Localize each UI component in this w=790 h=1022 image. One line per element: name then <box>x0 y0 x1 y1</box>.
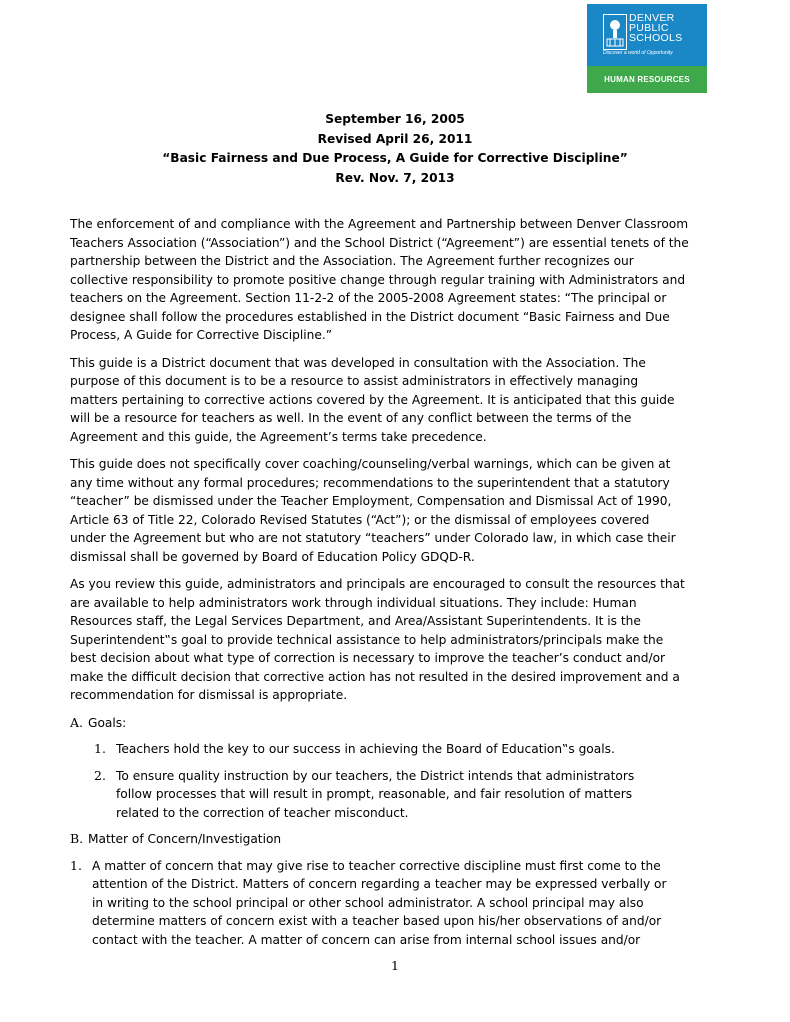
text-line: collective responsibility to promote positive change through regular training with Administrators and <box>70 272 686 287</box>
text-line: will be a resource for teachers as well. In the event of any conflict between the terms of the <box>70 411 632 425</box>
text-line: The enforcement of and compliance with the Agreement and Partnership between Denver Classroom <box>70 217 689 231</box>
text-line: related to the correction of teacher misconduct. <box>116 805 409 820</box>
text-line: Article 63 of Title 22, Colorado Revised Statutes (“Act”); or the dismissal of employees covered <box>70 512 650 527</box>
text-line: in writing to the school principal or other school administrator. A school principal may also <box>92 895 644 910</box>
school-emblem-icon <box>603 14 627 50</box>
logo-name-line: SCHOOLS <box>629 32 683 44</box>
list-item <box>94 740 720 759</box>
text-line: purpose of this document is to be a resource to assist administrators in effectively managing <box>70 374 639 388</box>
text-line: A matter of concern that may give rise to teacher corrective discipline must first come to the <box>92 858 661 873</box>
text-line: designee shall follow the procedures established in the District document “Basic Fairness and Due <box>70 309 670 324</box>
header-date: September 16, 2005 <box>325 112 465 126</box>
paragraph-resources <box>70 575 720 705</box>
header-revision: Rev. Nov. 7, 2013 <box>335 170 455 185</box>
text-line: Superintendent‟s goal to provide technical assistance to help administrators/principals make the <box>70 632 664 647</box>
logo-blue-panel <box>587 4 707 66</box>
text-line: attention of the District. Matters of concern regarding a teacher may be expressed verbally or <box>92 877 667 891</box>
text-line: Resources staff, the Legal Services Department, and Area/Assistant Superintendents. It is the <box>70 614 641 628</box>
document-body <box>70 215 720 949</box>
text-line: contact with the teacher. A matter of concern can arise from internal school issues and/or <box>92 932 641 947</box>
text-line: This guide does not specifically cover coaching/counseling/verbal warnings, which can be given at <box>70 457 671 471</box>
dps-logo <box>587 4 707 93</box>
logo-wordmark <box>629 13 682 43</box>
text-line: make the difficult decision that corrective action has not resulted in the desired improvement and a <box>70 669 680 684</box>
header-revised: Revised April 26, 2011 <box>317 131 473 146</box>
text-line: As you review this guide, administrators and principals are encouraged to consult the resources that <box>70 577 685 591</box>
text-line: determine matters of concern exist with a teacher based upon his/her observations of and/or <box>92 914 662 928</box>
text-line: best decision about what type of correction is necessary to improve the teacher’s conduct and/or <box>70 651 666 665</box>
list-number: 1. <box>70 857 82 873</box>
paragraph-intro <box>70 215 720 345</box>
section-goals <box>70 714 720 733</box>
paragraph-purpose <box>70 354 720 447</box>
text-line: Process, A Guide for Corrective Discipline.” <box>70 328 333 342</box>
text-line: Teachers hold the key to our success in achieving the Board of Education‟s goals. <box>116 742 615 756</box>
text-line: This guide is a District document that was developed in consultation with the Association. The <box>70 355 646 370</box>
section-title: Matter of Concern/Investigation <box>88 832 282 846</box>
text-line: recommendation for dismissal is appropriate. <box>70 688 348 702</box>
text-line: are available to help administrators work through individual situations. They include: Human <box>70 595 637 610</box>
text-line: follow processes that will result in prompt, reasonable, and fair resolution of matters <box>116 787 633 801</box>
text-line: teachers on the Agreement. Section 11-2-2 of the 2005-2008 Agreement states: “The principal or <box>70 291 667 305</box>
list-number: 2. <box>94 767 106 783</box>
paragraph-scope <box>70 455 720 566</box>
text-line: To ensure quality instruction by our teachers, the District intends that administrators <box>116 768 635 783</box>
text-line: partnership between the District and the Association. The Agreement further recognizes our <box>70 254 634 268</box>
document-header <box>0 110 790 188</box>
section-marker: A. <box>70 714 84 730</box>
section-marker: B. <box>70 831 84 846</box>
section-matter-of-concern <box>70 830 720 849</box>
text-line: Agreement and this guide, the Agreement’s terms take precedence. <box>70 429 487 444</box>
logo-tagline: Discover a world of Opportunity <box>603 50 673 56</box>
list-number: 1. <box>94 741 106 756</box>
text-line: any time without any formal procedures; recommendations to the superintendent that a statutory <box>70 475 670 490</box>
text-line: under the Agreement but who are not statutory “teachers” under Colorado law, in which case their <box>70 531 676 545</box>
list-item <box>70 857 720 950</box>
page-number: 1 <box>391 958 399 973</box>
document-title: “Basic Fairness and Due Process, A Guide for Corrective Discipline” <box>162 151 628 165</box>
text-line: matters pertaining to corrective actions covered by the Agreement. It is anticipated that this guide <box>70 392 675 407</box>
text-line: dismissal shall be governed by Board of Education Policy GDQD-R. <box>70 549 475 564</box>
logo-department-label: HUMAN RESOURCES <box>587 66 707 93</box>
text-line: “teacher” be dismissed under the Teacher Employment, Compensation and Dismissal Act of 1990, <box>70 494 672 508</box>
logo-name-line: DENVER <box>629 12 675 24</box>
section-title: Goals: <box>88 715 127 730</box>
text-line: Teachers Association (“Association”) and the School District (“Agreement”) are essential tenets of the <box>70 235 689 250</box>
logo-name-line: PUBLIC <box>629 22 669 34</box>
list-item <box>94 767 720 823</box>
